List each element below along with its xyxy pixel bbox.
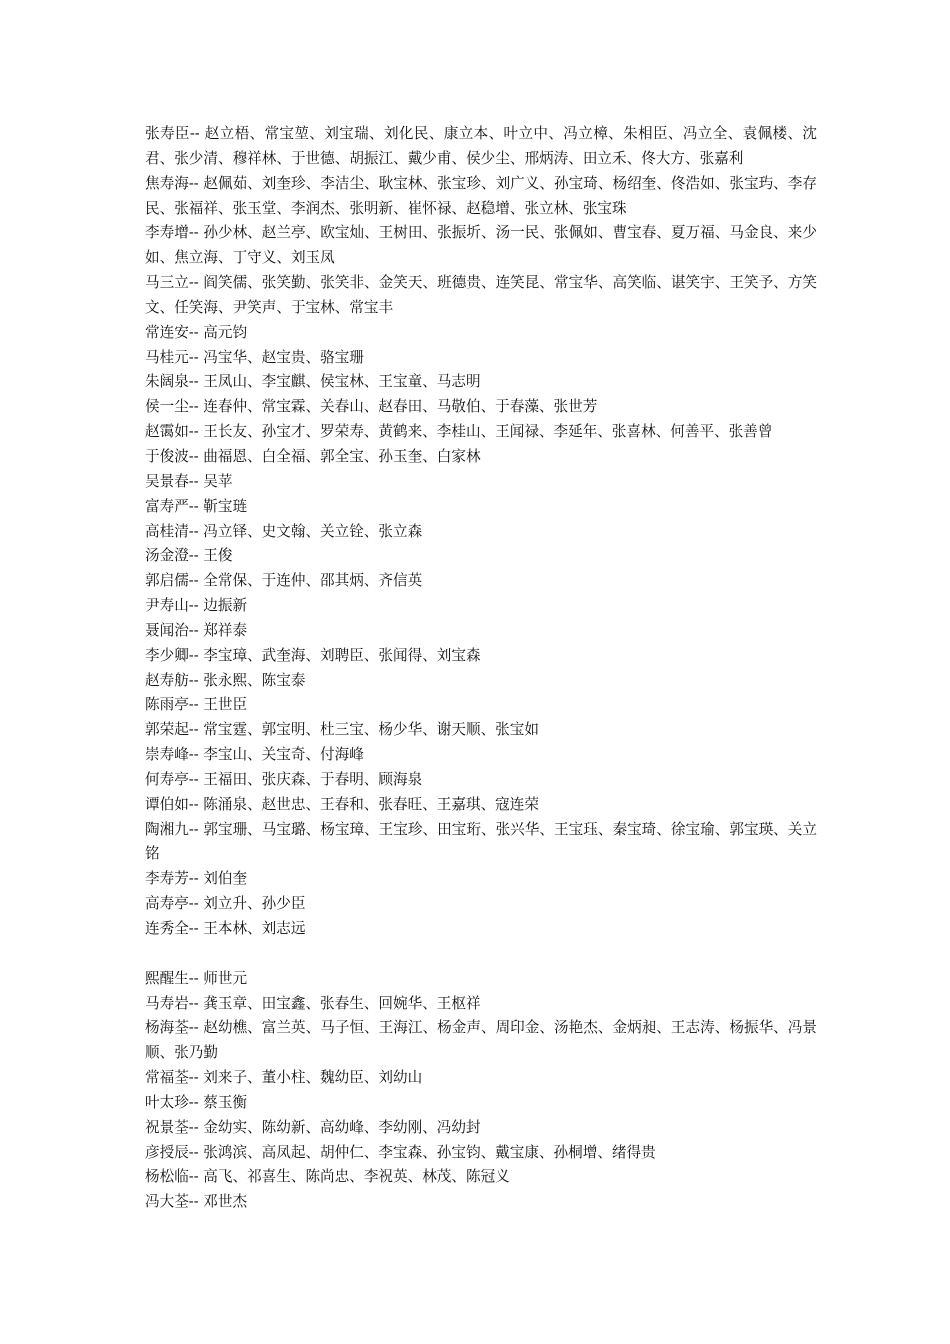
lineage-entry: 高寿亭-- 刘立升、孙少臣 bbox=[145, 895, 306, 913]
lineage-entry: 谭伯如-- 陈涌泉、赵世忠、王春和、张春旺、王嘉琪、寇连荣 bbox=[145, 795, 539, 813]
lineage-entry: 连秀全-- 王本林、刘志远 bbox=[145, 920, 306, 937]
lineage-entry: 马桂元-- 冯宝华、赵宝贵、骆宝珊 bbox=[145, 348, 364, 366]
lineage-entry: 彦授辰-- 张鸿滨、高凤起、胡仲仁、李宝森、孙宝钧、戴宝康、孙桐增、绪得贵 bbox=[145, 1143, 656, 1161]
lineage-entry: 祝景荃-- 金幼实、陈幼新、高幼峰、李幼刚、冯幼封 bbox=[145, 1118, 481, 1136]
lineage-entry: 李寿增-- 孙少林、赵兰亭、欧宝灿、王树田、张振圻、汤一民、张佩如、曹宝春、夏万福、马金良、来少如、焦立海、丁守义、刘玉凤 bbox=[145, 224, 817, 267]
lineage-entry: 聂闻治-- 郑祥泰 bbox=[145, 621, 248, 639]
lineage-entry: 吴景春-- 吴苹 bbox=[145, 472, 233, 490]
lineage-entry: 郭启儒-- 全常保、于连仲、邵其炳、齐信英 bbox=[145, 572, 423, 590]
lineage-entry: 朱阔泉-- 王凤山、李宝麒、侯宝林、王宝童、马志明 bbox=[145, 373, 481, 391]
lineage-entry: 赵寿舫-- 张永熙、陈宝泰 bbox=[145, 671, 306, 689]
lineage-entry: 叶太珍-- 蔡玉衡 bbox=[145, 1093, 248, 1111]
lineage-entry: 杨松临-- 高飞、祁喜生、陈尚忠、李祝英、林茂、陈冠义 bbox=[145, 1168, 510, 1186]
lineage-entry: 陈雨亭-- 王世臣 bbox=[145, 696, 248, 714]
lineage-entry: 陶湘九-- 郭宝珊、马宝璐、杨宝璋、王宝珍、田宝珩、张兴华、王宝珏、秦宝琦、徐宝瑜、郭宝瑛、关立铭 bbox=[145, 820, 817, 863]
lineage-entry: 李少卿-- 李宝璋、武奎海、刘聘臣、张闻得、刘宝森 bbox=[145, 646, 481, 664]
lineage-entry: 于俊波-- 曲福恩、白全福、郭全宝、孙玉奎、白家林 bbox=[145, 447, 481, 465]
document-body bbox=[145, 122, 817, 1215]
lineage-entry: 何寿亭-- 王福田、张庆森、于春明、顾海泉 bbox=[145, 770, 423, 788]
lineage-entry: 尹寿山-- 边振新 bbox=[145, 597, 248, 615]
lineage-entry: 马寿岩-- 龚玉章、田宝鑫、张春生、回婉华、王枢祥 bbox=[145, 994, 481, 1012]
lineage-entry: 杨海荃-- 赵幼樵、富兰英、马子恒、王海江、杨金声、周印金、汤艳杰、金炳昶、王志涛、杨振华、冯景顺、张乃勤 bbox=[145, 1019, 817, 1062]
lineage-entry: 汤金澄-- 王俊 bbox=[145, 547, 233, 565]
lineage-entry: 熙醒生-- 师世元 bbox=[145, 969, 248, 987]
lineage-entry: 张寿臣-- 赵立梧、常宝堃、刘宝瑞、刘化民、康立本、叶立中、冯立樟、朱相臣、冯立全、袁佩楼、沈君、张少清、穆祥林、于世德、胡振江、戴少甫、侯少尘、邢炳涛、田立禾、佟大方、张嘉利 bbox=[145, 125, 817, 167]
lineage-entry: 富寿严-- 靳宝琏 bbox=[145, 497, 248, 515]
lineage-entry: 郭荣起-- 常宝霆、郭宝明、杜三宝、杨少华、谢天顺、张宝如 bbox=[145, 721, 539, 739]
lineage-entry: 焦寿海-- 赵佩茹、刘奎珍、李洁尘、耿宝林、张宝珍、刘广义、孙宝琦、杨绍奎、佟浩如、张宝玙、李存民、张福祥、张玉堂、李润杰、张明新、崔怀禄、赵稳增、张立林、张宝珠 bbox=[145, 174, 817, 217]
lineage-entry: 赵霭如-- 王长友、孙宝才、罗荣寿、黄鹤来、李桂山、王闻禄、李延年、张喜林、何善平、张善曾 bbox=[145, 423, 773, 441]
lineage-entry: 常连安-- 高元钧 bbox=[145, 323, 248, 341]
lineage-entry: 崇寿峰-- 李宝山、关宝奇、付海峰 bbox=[145, 746, 364, 764]
lineage-entry: 高桂清-- 冯立铎、史文翰、关立铨、张立森 bbox=[145, 522, 423, 540]
lineage-entry: 常福荃-- 刘来子、董小柱、魏幼臣、刘幼山 bbox=[145, 1069, 423, 1087]
lineage-entry: 李寿芳-- 刘伯奎 bbox=[145, 870, 248, 888]
lineage-entry: 冯大荃-- 邓世杰 bbox=[145, 1193, 248, 1211]
lineage-entry: 马三立-- 阎笑儒、张笑勤、张笑非、金笑天、班德贵、连笑昆、常宝华、高笑临、谌笑宇、王笑予、方笑文、任笑海、尹笑声、于宝林、常宝丰 bbox=[145, 274, 817, 316]
lineage-entry: 侯一尘-- 连春仲、常宝霖、关春山、赵春田、马敬伯、于春藻、张世芳 bbox=[145, 398, 598, 416]
blank-line bbox=[145, 942, 817, 967]
